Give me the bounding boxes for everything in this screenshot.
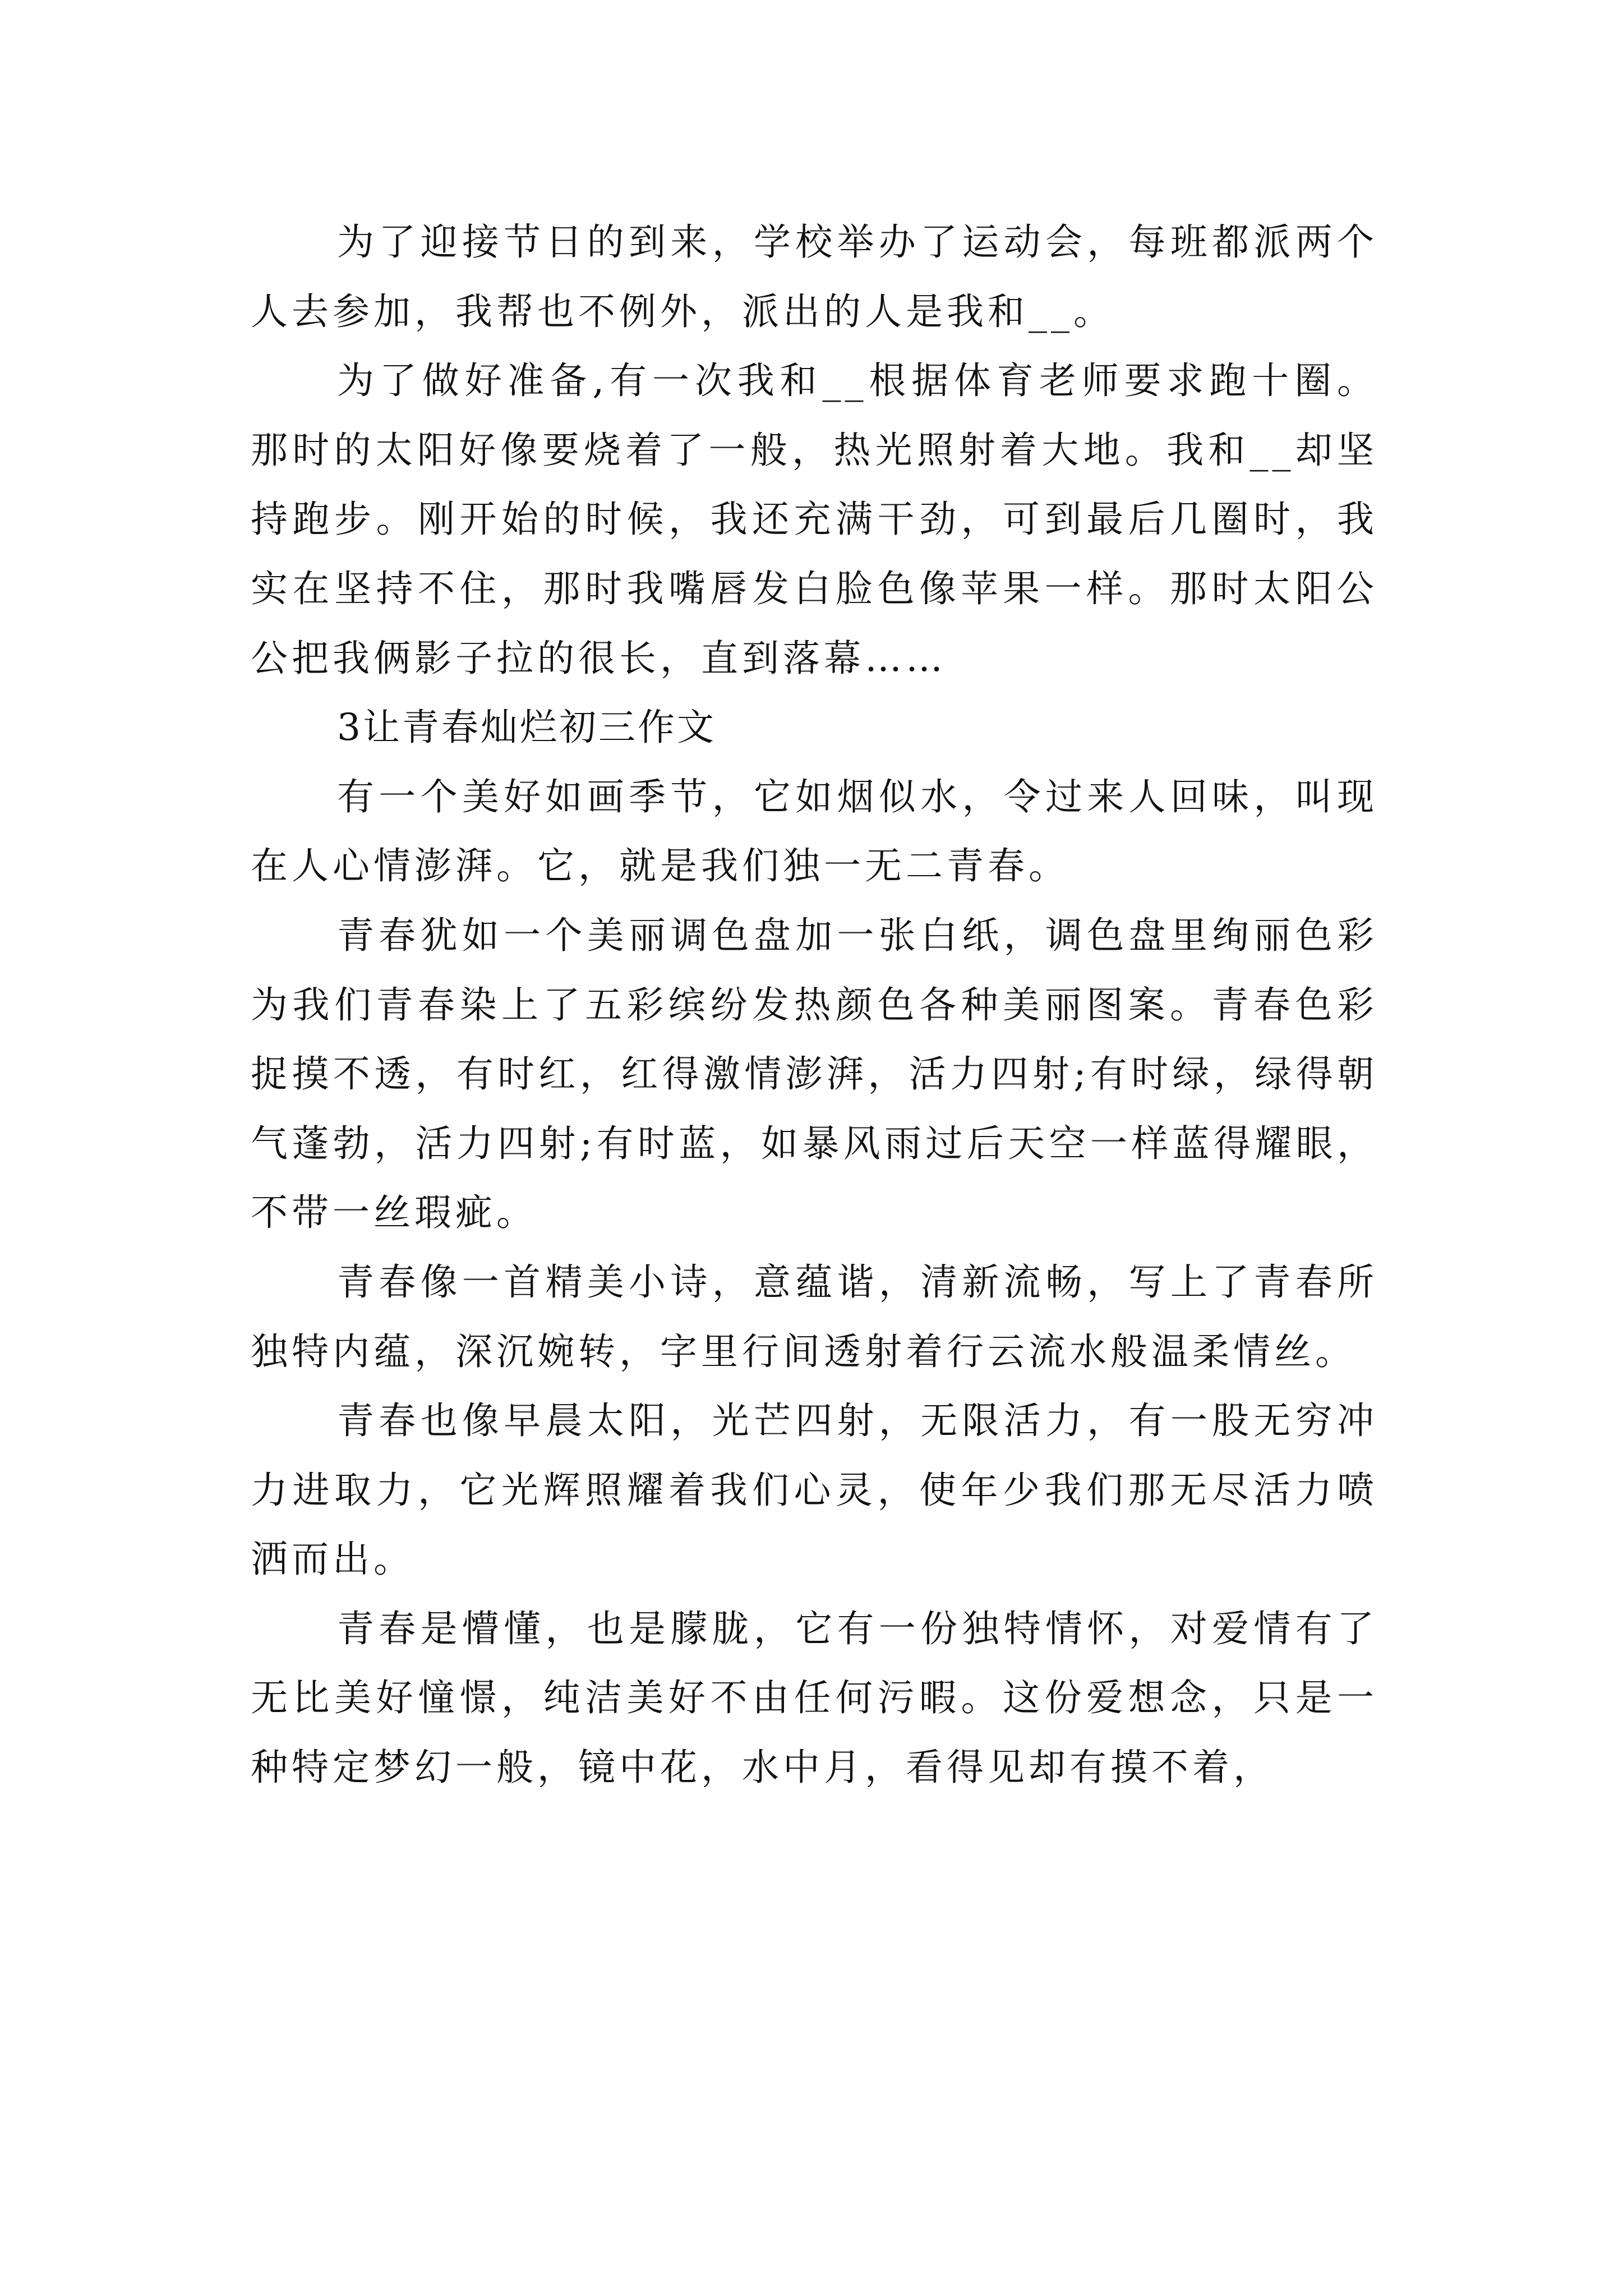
paragraph: 青春犹如一个美丽调色盘加一张白纸，调色盘里绚丽色彩为我们青春染上了五彩缤纷发热颜色各种美丽图案。青春色彩捉摸不透，有时红，红得激情澎湃，活力四射;有时绿，绿得朝气蓬勃，活力四射;有时蓝，如暴风雨过后天空一样蓝得耀眼，不带一丝瑕疵。 <box>251 913 1378 1235</box>
paragraph: 为了做好准备,有一次我和__根据体育老师要求跑十圈。那时的太阳好像要烧着了一般，热光照射着大地。我和__却坚持跑步。刚开始的时候，我还充满干劲，可到最后几圈时，我实在坚持不住，那时我嘴唇发白脸色像苹果一样。那时太阳公公把我俩影子拉的很长，直到落幕…… <box>251 359 1378 680</box>
document-body <box>251 208 1378 1802</box>
paragraph: 青春像一首精美小诗，意蕴谐，清新流畅，写上了青春所独特内蕴，深沉婉转，字里行间透射着行云流水般温柔情丝。 <box>251 1260 1378 1373</box>
essay-heading: 3让青春灿烂初三作文 <box>337 706 716 749</box>
paragraph: 为了迎接节日的到来，学校举办了运动会，每班都派两个人去参加，我帮也不例外，派出的人是我和__。 <box>251 220 1378 333</box>
paragraph: 青春是懵懂，也是朦胧，它有一份独特情怀，对爱情有了无比美好憧憬，纯洁美好不由任何污暇。这份爱想念，只是一种特定梦幻一般，镜中花，水中月，看得见却有摸不着， <box>251 1607 1378 1789</box>
paragraph: 青春也像早晨太阳，光芒四射，无限活力，有一股无穷冲力进取力，它光辉照耀着我们心灵，使年少我们那无尽活力喷洒而出。 <box>251 1399 1378 1581</box>
paragraph: 有一个美好如画季节，它如烟似水，令过来人回味，叫现在人心情澎湃。它，就是我们独一无二青春。 <box>251 775 1378 888</box>
